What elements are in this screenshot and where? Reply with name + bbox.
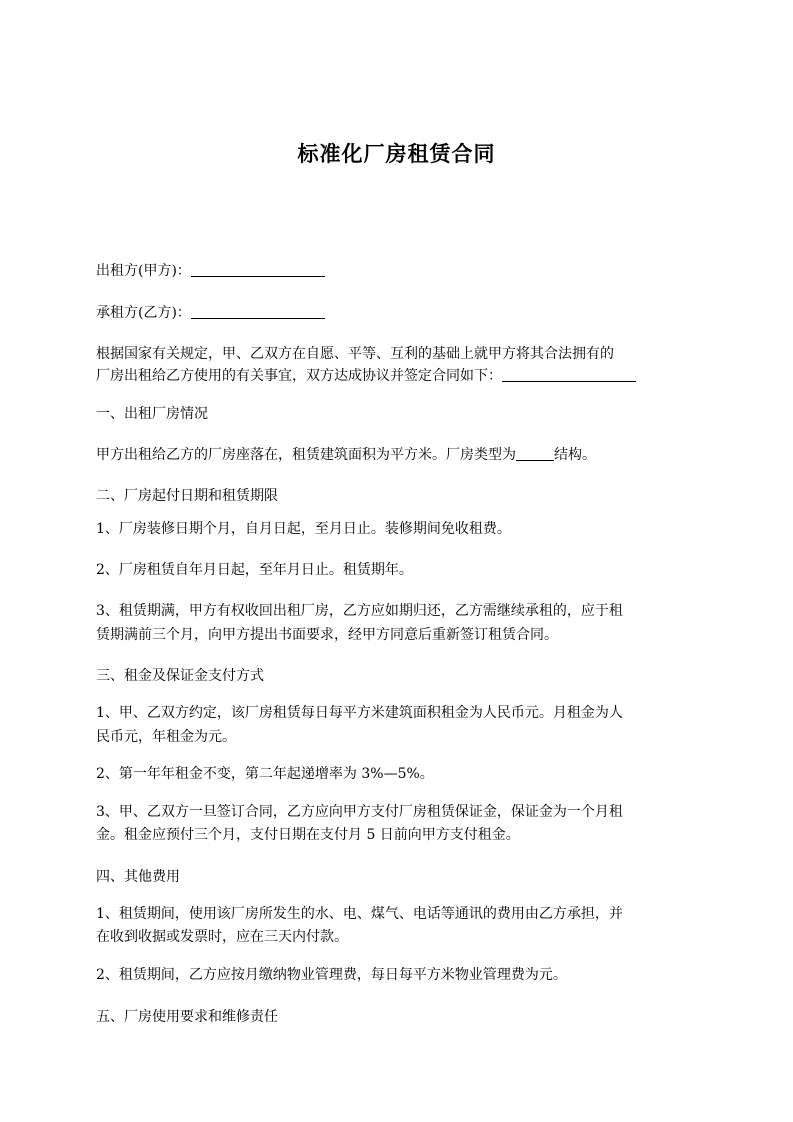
- section-3-clause-1-line-1: 1、甲、乙双方约定，该厂房租赁每日每平方米建筑面积租金为人民币元。月租金为人: [96, 705, 623, 721]
- section-2-heading: 二、厂房起付日期和租赁期限: [96, 488, 278, 504]
- lessee-blank: [191, 304, 325, 319]
- section-1-text: [96, 443, 700, 468]
- intro-blank: [502, 367, 636, 382]
- section-3-clause-2: 2、第一年年租金不变，第二年起递增率为 3%—5%。: [96, 766, 434, 782]
- section-2-clause-1: 1、厂房装修日期个月，自月日起，至月日止。装修期间免收租费。: [96, 521, 511, 537]
- intro-line-2-text: 厂房出租给乙方使用的有关事宜，双方达成协议并签定合同如下：: [96, 368, 502, 384]
- section-1-text-a: 甲方出租给乙方的厂房座落在，租赁建筑面积为平方米。厂房类型为: [96, 447, 516, 463]
- lessor-line: [96, 259, 700, 284]
- section-5-heading: 五、厂房使用要求和维修责任: [96, 1009, 278, 1025]
- intro-line-1: 根据国家有关规定，甲、乙双方在自愿、平等、互利的基础上就甲方将其合法拥有的: [96, 346, 614, 362]
- lessee-label: 承租方(乙方)：: [96, 305, 191, 321]
- lessor-blank: [191, 262, 325, 277]
- section-3-clause-3-line-1: 3、甲、乙双方一旦签订合同，乙方应向甲方支付厂房租赁保证金，保证金为一个月租: [96, 804, 623, 820]
- section-2-clause-2: 2、厂房租赁自年月日起，至年月日止。租赁期年。: [96, 562, 413, 578]
- section-4-clause-2: 2、租赁期间，乙方应按月缴纳物业管理费，每日每平方米物业管理费为元。: [96, 967, 567, 983]
- section-4-heading: 四、其他费用: [96, 869, 180, 885]
- section-3-clause-3-line-2: 金。租金应预付三个月，支付日期在支付月 5 日前向甲方支付租金。: [96, 827, 520, 843]
- section-3-heading: 三、租金及保证金支付方式: [96, 668, 264, 684]
- section-4-clause-1-line-1: 1、租赁期间，使用该厂房所发生的水、电、煤气、电话等通讯的费用由乙方承担，并: [96, 906, 623, 922]
- section-1-text-b: 结构。: [554, 447, 596, 463]
- section-2-clause-3-line-2: 赁期满前三个月，向甲方提出书面要求，经甲方同意后重新签订租赁合同。: [96, 627, 558, 643]
- lessee-line: [96, 301, 700, 326]
- lessor-label: 出租方(甲方)：: [96, 263, 191, 279]
- document-title: 标准化厂房租赁合同: [297, 142, 496, 166]
- section-1-heading: 一、出租厂房情况: [96, 406, 208, 422]
- intro-line-2: [96, 364, 700, 389]
- section-3-clause-1-line-2: 民币元，年租金为元。: [96, 729, 236, 745]
- section-4-clause-1-line-2: 在收到收据或发票时，应在三天内付款。: [96, 929, 348, 945]
- section-2-clause-3-line-1: 3、租赁期满，甲方有权收回出租厂房，乙方应如期归还，乙方需继续承租的，应于租: [96, 603, 623, 619]
- structure-blank: [516, 446, 554, 461]
